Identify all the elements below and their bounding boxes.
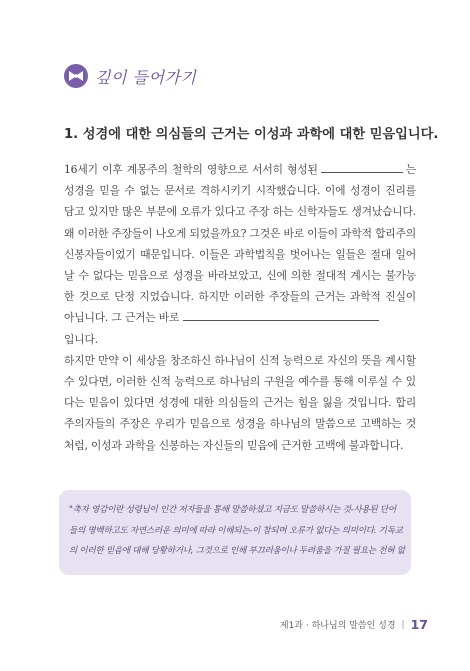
quote-box <box>59 490 411 575</box>
section-header <box>64 63 196 89</box>
header-title: 깊이 들어가기 <box>95 67 197 87</box>
page-footer <box>280 617 428 632</box>
page-number: 17 <box>410 617 428 632</box>
body-text <box>64 159 416 456</box>
quote-line-1: "축자 영감이란 성령님이 인간 저자들을 통해 말씀하셨고 지금도 말씀하시는 것-사용된 단어 <box>69 505 396 515</box>
footer-separator: | <box>401 619 405 630</box>
quote-text <box>69 500 403 562</box>
fill-in-blank-1 <box>321 171 403 173</box>
quote-line-3: 의 이러한 믿음에 대해 당황하거나, 그것으로 인해 부끄러움이나 두려움을 가질 필요는 전혀 없 <box>69 546 405 556</box>
quote-line-2: 들의 명백하고도 자연스러운 의미에 따라 이해되는-이 참되며 오류가 없다는 의미이다. 기독교 <box>69 525 403 536</box>
paragraph-1-part-3: 입니다. <box>64 332 98 346</box>
paragraph-1-part-1: 16세기 이후 계몽주의 철학의 영향으로 서서히 형성된 <box>64 163 318 176</box>
section-title: 1. 성경에 대한 의심들의 근거는 이성과 과학에 대한 믿음입니다. <box>64 127 439 142</box>
footer-chapter: 제1과 · 하나님의 말씀인 성경 <box>279 621 396 631</box>
paragraph-1 <box>64 159 416 350</box>
fill-in-blank-2 <box>183 319 379 321</box>
paragraph-1-part-2: 는 성경을 믿을 수 없는 문서로 격하시키기 시작했습니다. 이에 성경이 진리를 담고 있지만 많은 부분에 오류가 있다고 주장 하는 신학자들도 생겨났습니다. 왜 이러한 주장들이 나오게 되었을까요? 그것은 바로 이들이 과학적 합리주의 신봉자들이었기 때문입니다. 이들은 과학법칙을 벗어나는 일들은 절대 일어날 수 없다는 믿음으로 성경을 바라보았고, 신에 의한 절대적 계시는 불가능한 것으로 단정 지었습니다. 하지만 이러한 주장들의 근거는 과학적 진실이 아닙니다. 그 근거는 바로 <box>64 163 416 325</box>
bow-tie-icon <box>64 64 88 88</box>
paragraph-2: 하지만 만약 이 세상을 창조하신 하나님이 신적 능력으로 자신의 뜻을 계시할 수 있다면, 이러한 신적 능력으로 하나님의 구원을 예수를 통해 이루실 수 있다는 믿음이 있다면 성경에 대한 의심들의 근거는 힘을 잃을 것입니다. 합리주의자들의 주장은 우리가 믿음으로 성경을 하나님의 말씀으로 고백하는 것처럼, 이성과 과학을 신봉하는 자신들의 믿음에 근거한 고백에 불과합니다. <box>64 353 416 452</box>
